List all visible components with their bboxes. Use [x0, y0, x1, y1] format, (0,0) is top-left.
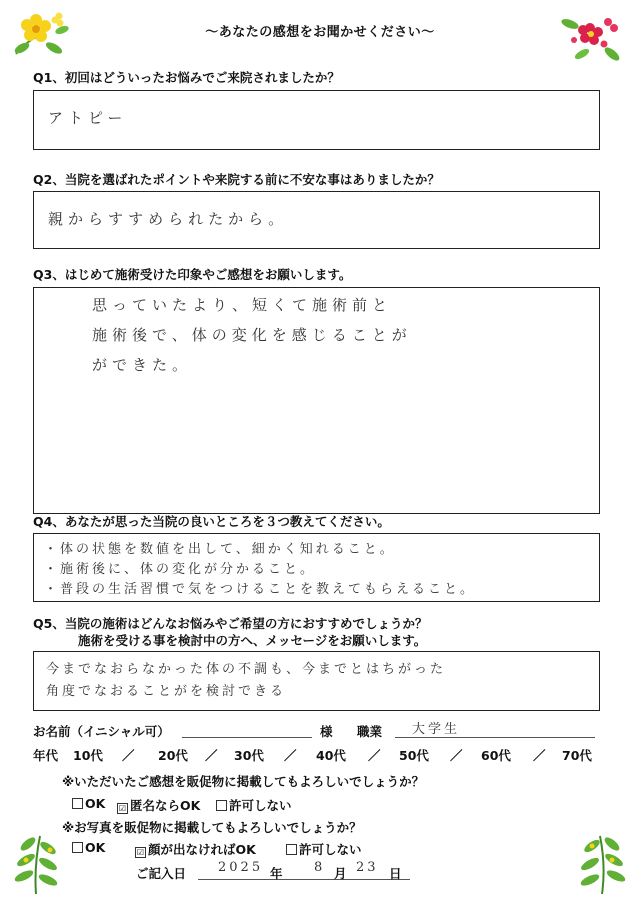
leaf-sprig-icon: [6, 830, 68, 896]
q1-answer: アトピー: [48, 109, 128, 127]
job-input-line[interactable]: [395, 737, 595, 738]
q1-answer-box[interactable]: [33, 90, 600, 150]
checkbox[interactable]: [72, 842, 83, 853]
age-option-70s[interactable]: 70代: [562, 748, 592, 763]
date-year-value: 2025: [218, 860, 264, 875]
q4-answer-line: ・施術後に、体の変化が分かること。: [44, 562, 317, 577]
q4-answer-box[interactable]: [33, 533, 600, 602]
checkbox-checked[interactable]: ☑: [118, 804, 127, 813]
age-option-20s[interactable]: 20代: [158, 748, 188, 763]
consent2-option-ok[interactable]: OK: [72, 840, 105, 855]
q5-question-sub: 施術を受ける事を検討中の方へ、メッセージをお願いします。: [78, 633, 427, 648]
age-separator: ／: [450, 748, 463, 763]
date-month-value: 8: [314, 860, 326, 875]
date-month-label: 月: [334, 866, 347, 881]
age-separator: ／: [533, 748, 546, 763]
age-option-10s[interactable]: 10代: [73, 748, 103, 763]
q5-answer-line: 今までなおらなかった体の不調も、今までとはちがった: [46, 662, 447, 677]
leaf-sprig-icon: [572, 830, 634, 896]
consent2-option-no-face[interactable]: ☑ 顔が出なければOK: [136, 842, 256, 857]
date-input-line[interactable]: [198, 879, 410, 880]
name-input-line[interactable]: [182, 737, 312, 738]
job-value: 大学生: [412, 722, 461, 737]
consent2-option-deny[interactable]: 許可しない: [286, 840, 362, 858]
q2-answer-box[interactable]: [33, 191, 600, 249]
checkbox[interactable]: [216, 800, 227, 811]
consent2-question: ※お写真を販促物に掲載してもよろしいでしょうか？: [62, 820, 362, 835]
q1-question: Q1、初回はどういったお悩みでご来院されましたか？: [33, 70, 340, 85]
consent1-question: ※いただいたご感想を販促物に掲載してもよろしいでしょうか？: [62, 774, 425, 789]
q3-answer-line: ができた。: [92, 356, 193, 374]
consent1-option-ok[interactable]: OK: [72, 796, 105, 811]
consent1-option-anonymous[interactable]: ☑ 匿名ならOK: [118, 798, 201, 813]
age-separator: ／: [205, 748, 218, 763]
date-day-label: 日: [389, 866, 402, 881]
age-option-60s[interactable]: 60代: [481, 748, 511, 763]
q4-answer-line: ・体の状態を数値を出して、細かく知れること。: [44, 542, 396, 557]
q4-question: Q4、あなたが思った当院の良いところを３つ教えてください。: [33, 514, 390, 529]
age-separator: ／: [284, 748, 297, 763]
date-day-value: 23: [356, 860, 379, 875]
age-separator: ／: [368, 748, 381, 763]
age-label: 年代: [33, 748, 59, 763]
date-year-label: 年: [270, 866, 283, 881]
q5-answer-box[interactable]: [33, 651, 600, 711]
q2-question: Q2、当院を選ばれたポイントや来院する前に不安な事はありましたか？: [33, 172, 440, 187]
q3-answer-box[interactable]: [33, 287, 600, 514]
age-option-30s[interactable]: 30代: [234, 748, 264, 763]
q2-answer: 親からすすめられたから。: [48, 210, 289, 228]
consent1-option-deny[interactable]: 許可しない: [216, 796, 292, 814]
job-label: 職業: [357, 724, 383, 739]
checkbox[interactable]: [286, 844, 297, 855]
name-label: お名前（イニシャル可）: [33, 724, 170, 739]
form-title: ～あなたの感想をお聞かせください～: [205, 25, 435, 40]
q3-answer-line: 思っていたより、短くて施術前と: [92, 296, 393, 314]
checkbox[interactable]: [72, 798, 83, 809]
age-separator: ／: [122, 748, 135, 763]
name-suffix: 様: [320, 724, 333, 739]
q3-question: Q3、はじめて施術受けた印象やご感想をお願いします。: [33, 267, 352, 282]
date-label: ご記入日: [136, 866, 187, 881]
q5-answer-line: 角度でなおることがを検討できる: [46, 684, 287, 699]
q5-question: Q5、当院の施術はどんなお悩みやご希望の方におすすめでしょうか？: [33, 616, 428, 631]
age-option-40s[interactable]: 40代: [316, 748, 346, 763]
checkbox-checked[interactable]: ☑: [136, 848, 145, 857]
q3-answer-line: 施術後で、体の変化を感じることが: [92, 326, 412, 344]
q4-answer-line: ・普段の生活習慣で気をつけることを教えてもらえること。: [44, 582, 477, 597]
age-option-50s[interactable]: 50代: [399, 748, 429, 763]
